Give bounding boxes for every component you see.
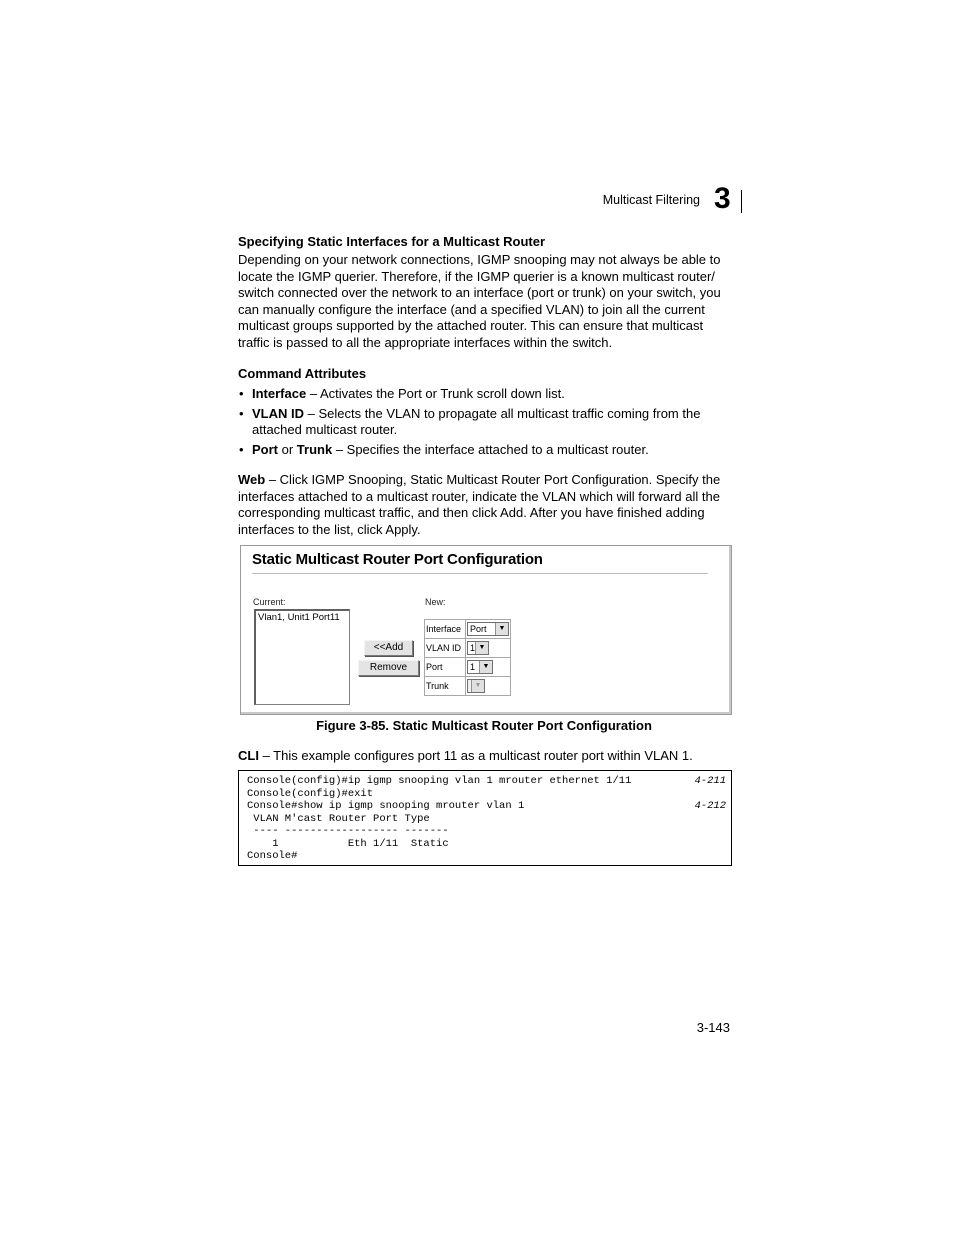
- current-list[interactable]: [254, 609, 350, 705]
- attribute-desc: – Selects the VLAN to propagate all multicast traffic coming from the attached multicast router.: [252, 405, 701, 437]
- attribute-desc: – Activates the Port or Trunk scroll down list.: [306, 386, 565, 401]
- code-reference: 4-212: [694, 800, 726, 812]
- interface-select[interactable]: [467, 622, 509, 636]
- header-divider: [741, 190, 742, 213]
- attribute-conjunction: or: [278, 441, 297, 457]
- bullet-icon: •: [239, 441, 244, 457]
- attributes-list: [238, 386, 730, 461]
- add-button[interactable]: <<Add: [364, 640, 413, 656]
- chevron-down-icon: ▼: [479, 661, 492, 673]
- attribute-term: VLAN ID: [252, 405, 304, 421]
- code-line: VLAN M'cast Router Port Type: [247, 812, 430, 825]
- attributes-heading: Command Attributes: [238, 366, 367, 381]
- trunk-label: Trunk: [425, 677, 466, 696]
- trunk-select[interactable]: [467, 679, 485, 693]
- attribute-desc: – Specifies the interface attached to a multicast router.: [332, 441, 649, 457]
- code-line: Console(config)#exit: [247, 787, 374, 800]
- code-line: Console#show ip igmp snooping mrouter vlan 1: [247, 800, 525, 812]
- new-label: New:: [425, 597, 446, 607]
- attribute-term: Trunk: [296, 441, 333, 457]
- attribute-term: Port: [252, 441, 278, 457]
- section-heading: Specifying Static Interfaces for a Multicast Router: [238, 234, 546, 249]
- vlan-id-value: 1: [470, 643, 476, 653]
- web-paragraph: [238, 472, 730, 538]
- port-label: Port: [425, 658, 466, 677]
- attribute-item: [238, 406, 730, 439]
- attribute-item: [238, 386, 730, 403]
- chapter-number: 3: [714, 182, 731, 215]
- attribute-item: [238, 442, 730, 459]
- code-line: ---- ------------------ -------: [247, 825, 449, 837]
- screenshot-title: Static Multicast Router Port Configuration: [252, 551, 543, 568]
- code-block: [238, 770, 732, 866]
- code-reference: 4-211: [694, 775, 726, 787]
- attribute-term: Interface: [252, 386, 307, 401]
- web-text: – Click IGMP Snooping, Static Multicast Router Port Configuration. Specify the interfaces attached to a multicast router, indicate the VLAN which will forward all the corresponding multicast traffic, and then click Add. After you have finished adding interfaces to the list, click Apply.: [238, 472, 721, 537]
- vlan-id-select[interactable]: [467, 641, 489, 655]
- config-screenshot: [240, 545, 732, 715]
- code-line: 1 Eth 1/11 Static: [247, 837, 449, 850]
- current-label: Current:: [253, 597, 286, 607]
- page-number: 3-143: [696, 1020, 730, 1035]
- new-entry-form: [424, 619, 511, 696]
- port-value: 1: [470, 662, 476, 672]
- web-label: Web: [238, 472, 266, 487]
- running-header-title: Multicast Filtering: [602, 193, 700, 207]
- chevron-down-icon: ▼: [495, 623, 508, 635]
- interface-value: Port: [470, 624, 487, 634]
- code-line: Console(config)#ip igmp snooping vlan 1 mrouter ethernet 1/11: [247, 775, 632, 787]
- vlan-id-label: VLAN ID: [425, 639, 466, 658]
- screenshot-divider: [252, 573, 708, 574]
- bullet-icon: •: [239, 386, 244, 401]
- figure-caption: Figure 3-85. Static Multicast Router Port Configuration: [316, 718, 652, 733]
- code-line: Console#: [247, 850, 298, 862]
- intro-paragraph: Depending on your network connections, IGMP snooping may not always be able to locate the IGMP querier. Therefore, if the IGMP querier is a known multicast router/ switch connected over the network to an interface (port or trunk) on your switch, you can manually configure the interface (and a specified VLAN) to join all the current multicast groups supported by the attached router. This can ensure that multicast traffic is passed to all the appropriate interfaces within the switch.: [238, 252, 721, 350]
- cli-paragraph: [238, 748, 730, 765]
- bullet-icon: •: [239, 405, 244, 421]
- current-list-item[interactable]: Vlan1, Unit1 Port11: [258, 612, 340, 623]
- cli-text: – This example configures port 11 as a multicast router port within VLAN 1.: [258, 748, 693, 763]
- chevron-down-icon: ▼: [471, 680, 484, 692]
- cli-label: CLI: [238, 748, 259, 763]
- chevron-down-icon: ▼: [475, 642, 488, 654]
- interface-label: Interface: [425, 620, 466, 639]
- port-select[interactable]: [467, 660, 493, 674]
- remove-button[interactable]: Remove: [358, 660, 419, 676]
